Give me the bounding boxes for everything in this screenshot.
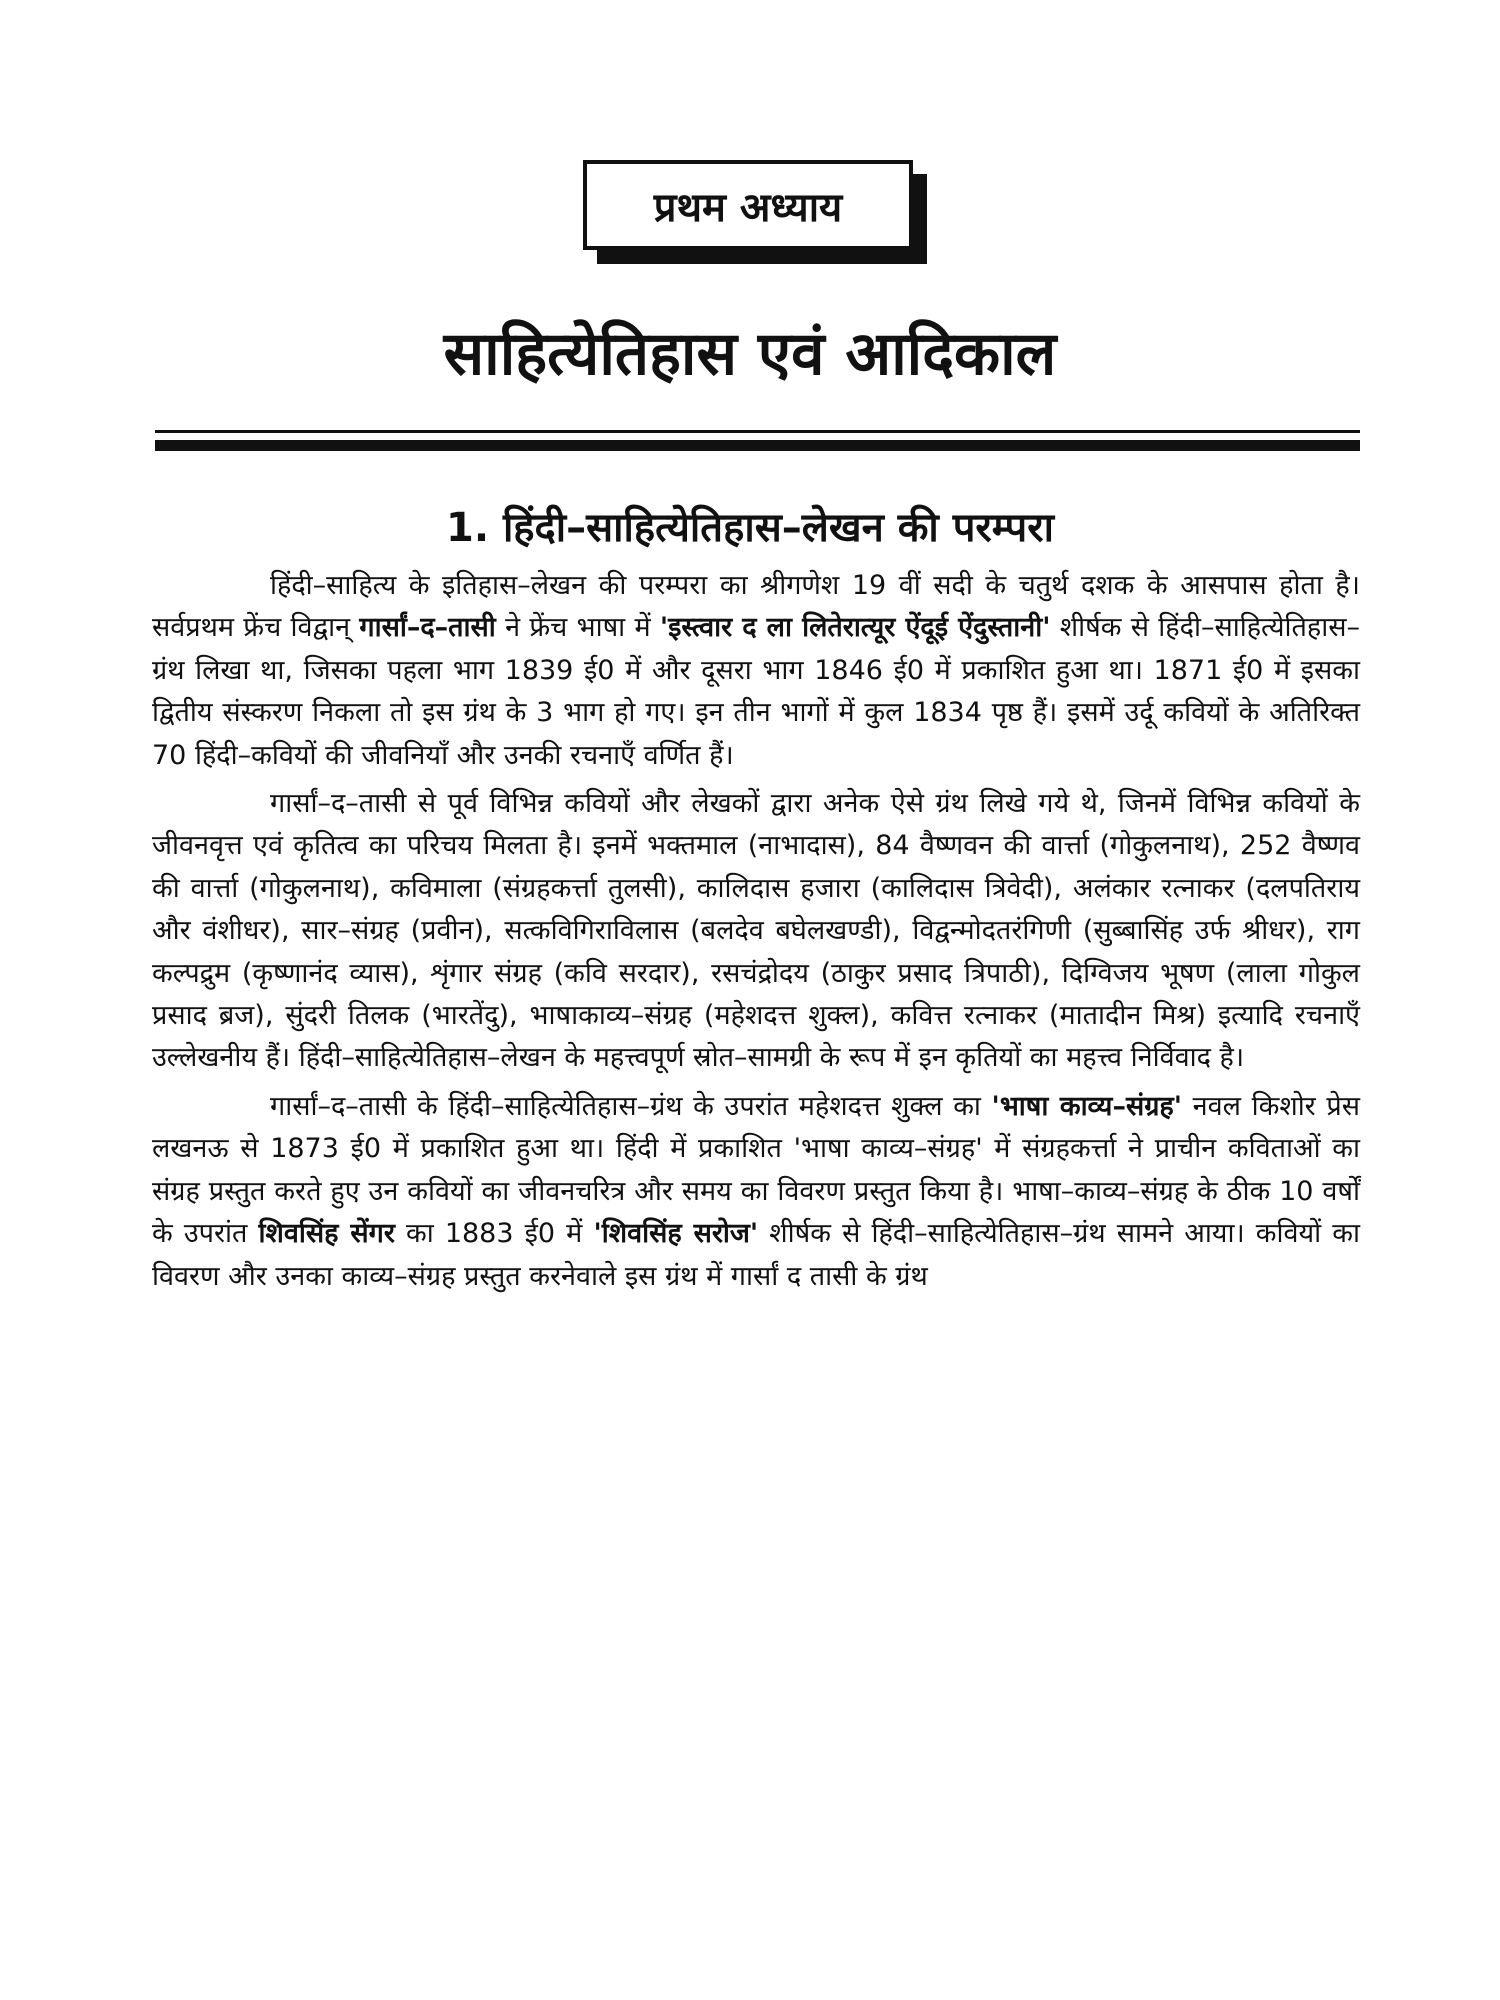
author-name-bold: गार्सां–द–तासी	[359, 612, 496, 644]
divider-thin	[155, 430, 1360, 433]
paragraph-3	[152, 1086, 1360, 1298]
paragraph-text: शीर्षक से हिंदी–साहित्येतिहास–ग्रंथ लिखा था, जिसका पहला भाग 1839 ई0 में और दूसरा भाग 1846 ई0 में प्रकाशित हुआ था। 1871 ई0 में इसका द्वितीय संस्करण निकला तो इस ग्रंथ के 3 भाग हो गए। इन तीन भागों में कुल 1834 पृष्ठ हैं। इसमें उर्दू कवियों के अतिरिक्त 70 हिंदी–कवियों की जीवनियाँ और उनकी रचनाएँ वर्णित हैं।	[152, 612, 1360, 771]
paragraph-2	[152, 783, 1360, 1080]
paragraph-text: गार्सां–द–तासी से पूर्व विभिन्न कवियों और लेखकों द्वारा अनेक ऐसे ग्रंथ लिखे गये थे, जिनमें विभिन्न कवियों के जीवनवृत्त एवं कृतित्व का परिचय मिलता है। इनमें भक्तमाल (नाभादास), 84 वैष्णवन की वार्त्ता (गोकुलनाथ), 252 वैष्णव की वार्त्ता (गोकुलनाथ), कविमाला (संग्रहकर्त्ता तुलसी), कालिदास हजारा (कालिदास त्रिवेदी), अलंकार रत्नाकर (दलपतिराय और वंशीधर), सार–संग्रह (प्रवीन), सत्कविगिराविलास (बलदेव बघेलखण्डी), विद्वन्मोदतरंगिणी (सुब्बासिंह उर्फ श्रीधर), राग कल्पद्रुम (कृष्णानंद व्यास), शृंगार संग्रह (कवि सरदार), रसचंद्रोदय (ठाकुर प्रसाद त्रिपाठी), दिग्विजय भूषण (लाला गोकुल प्रसाद ब्रज), सुंदरी तिलक (भारतेंदु), भाषाकाव्य–संग्रह (महेशदत्त शुक्ल), कवित्त रत्नाकर (मातादीन मिश्र) इत्यादि रचनाएँ उल्लेखनीय हैं। हिंदी–साहित्येतिहास–लेखन के महत्त्वपूर्ण स्रोत–सामग्री के रूप में इन कृतियों का महत्त्व निर्विवाद है।	[152, 788, 1360, 1074]
author-name-bold: शिवसिंह सेंगर	[258, 1218, 395, 1250]
paragraph-text: नवल किशोर प्रेस लखनऊ से 1873 ई0 में प्रकाशित हुआ था। हिंदी में प्रकाशित 'भाषा काव्य–संग्रह' में संग्रहकर्त्ता ने प्राचीन कविताओं का संग्रह प्रस्तुत करते हुए उन कवियों का जीवनचरित्र और समय का विवरण प्रस्तुत किया है। भाषा–काव्य–संग्रह के ठीक 10 वर्षों के उपरांत	[152, 1090, 1360, 1250]
paragraph-text: गार्सां–द–तासी के हिंदी–साहित्येतिहास–ग्रंथ के उपरांत महेशदत्त शुक्ल का	[270, 1090, 981, 1122]
section-heading: 1. हिंदी–साहित्येतिहास–लेखन की परम्परा	[445, 505, 1054, 551]
paragraph-text: का 1883 ई0 में	[406, 1218, 583, 1250]
chapter-label: प्रथम अध्याय	[653, 184, 843, 231]
paragraph-text: हिंदी–साहित्य के इतिहास–लेखन की परम्परा का श्रीगणेश 19 वीं सदी के चतुर्थ दशक के आसपास होता है। सर्वप्रथम फ्रेंच विद्वान्	[152, 570, 1360, 644]
book-title-bold: 'इस्त्वार द ला लितेरात्यूर ऐंदूई ऐंदुस्तानी'	[659, 612, 1051, 644]
book-title-bold: 'भाषा काव्य–संग्रह'	[991, 1090, 1183, 1122]
paragraph-text: ने फ्रेंच भाषा में	[505, 612, 651, 644]
chapter-title: साहित्येतिहास एवं आदिकाल	[443, 319, 1057, 389]
paragraph-text: शीर्षक से हिंदी–साहित्येतिहास–ग्रंथ सामने आया। कवियों का विवरण और उनका काव्य–संग्रह प्रस्तुत करनेवाले इस ग्रंथ में गार्सां द तासी के ग्रंथ	[152, 1218, 1361, 1292]
body-text	[152, 565, 1360, 1304]
book-title-bold: 'शिवसिंह सरोज'	[593, 1218, 759, 1250]
divider-thick	[155, 440, 1360, 451]
paragraph-1	[152, 565, 1360, 777]
